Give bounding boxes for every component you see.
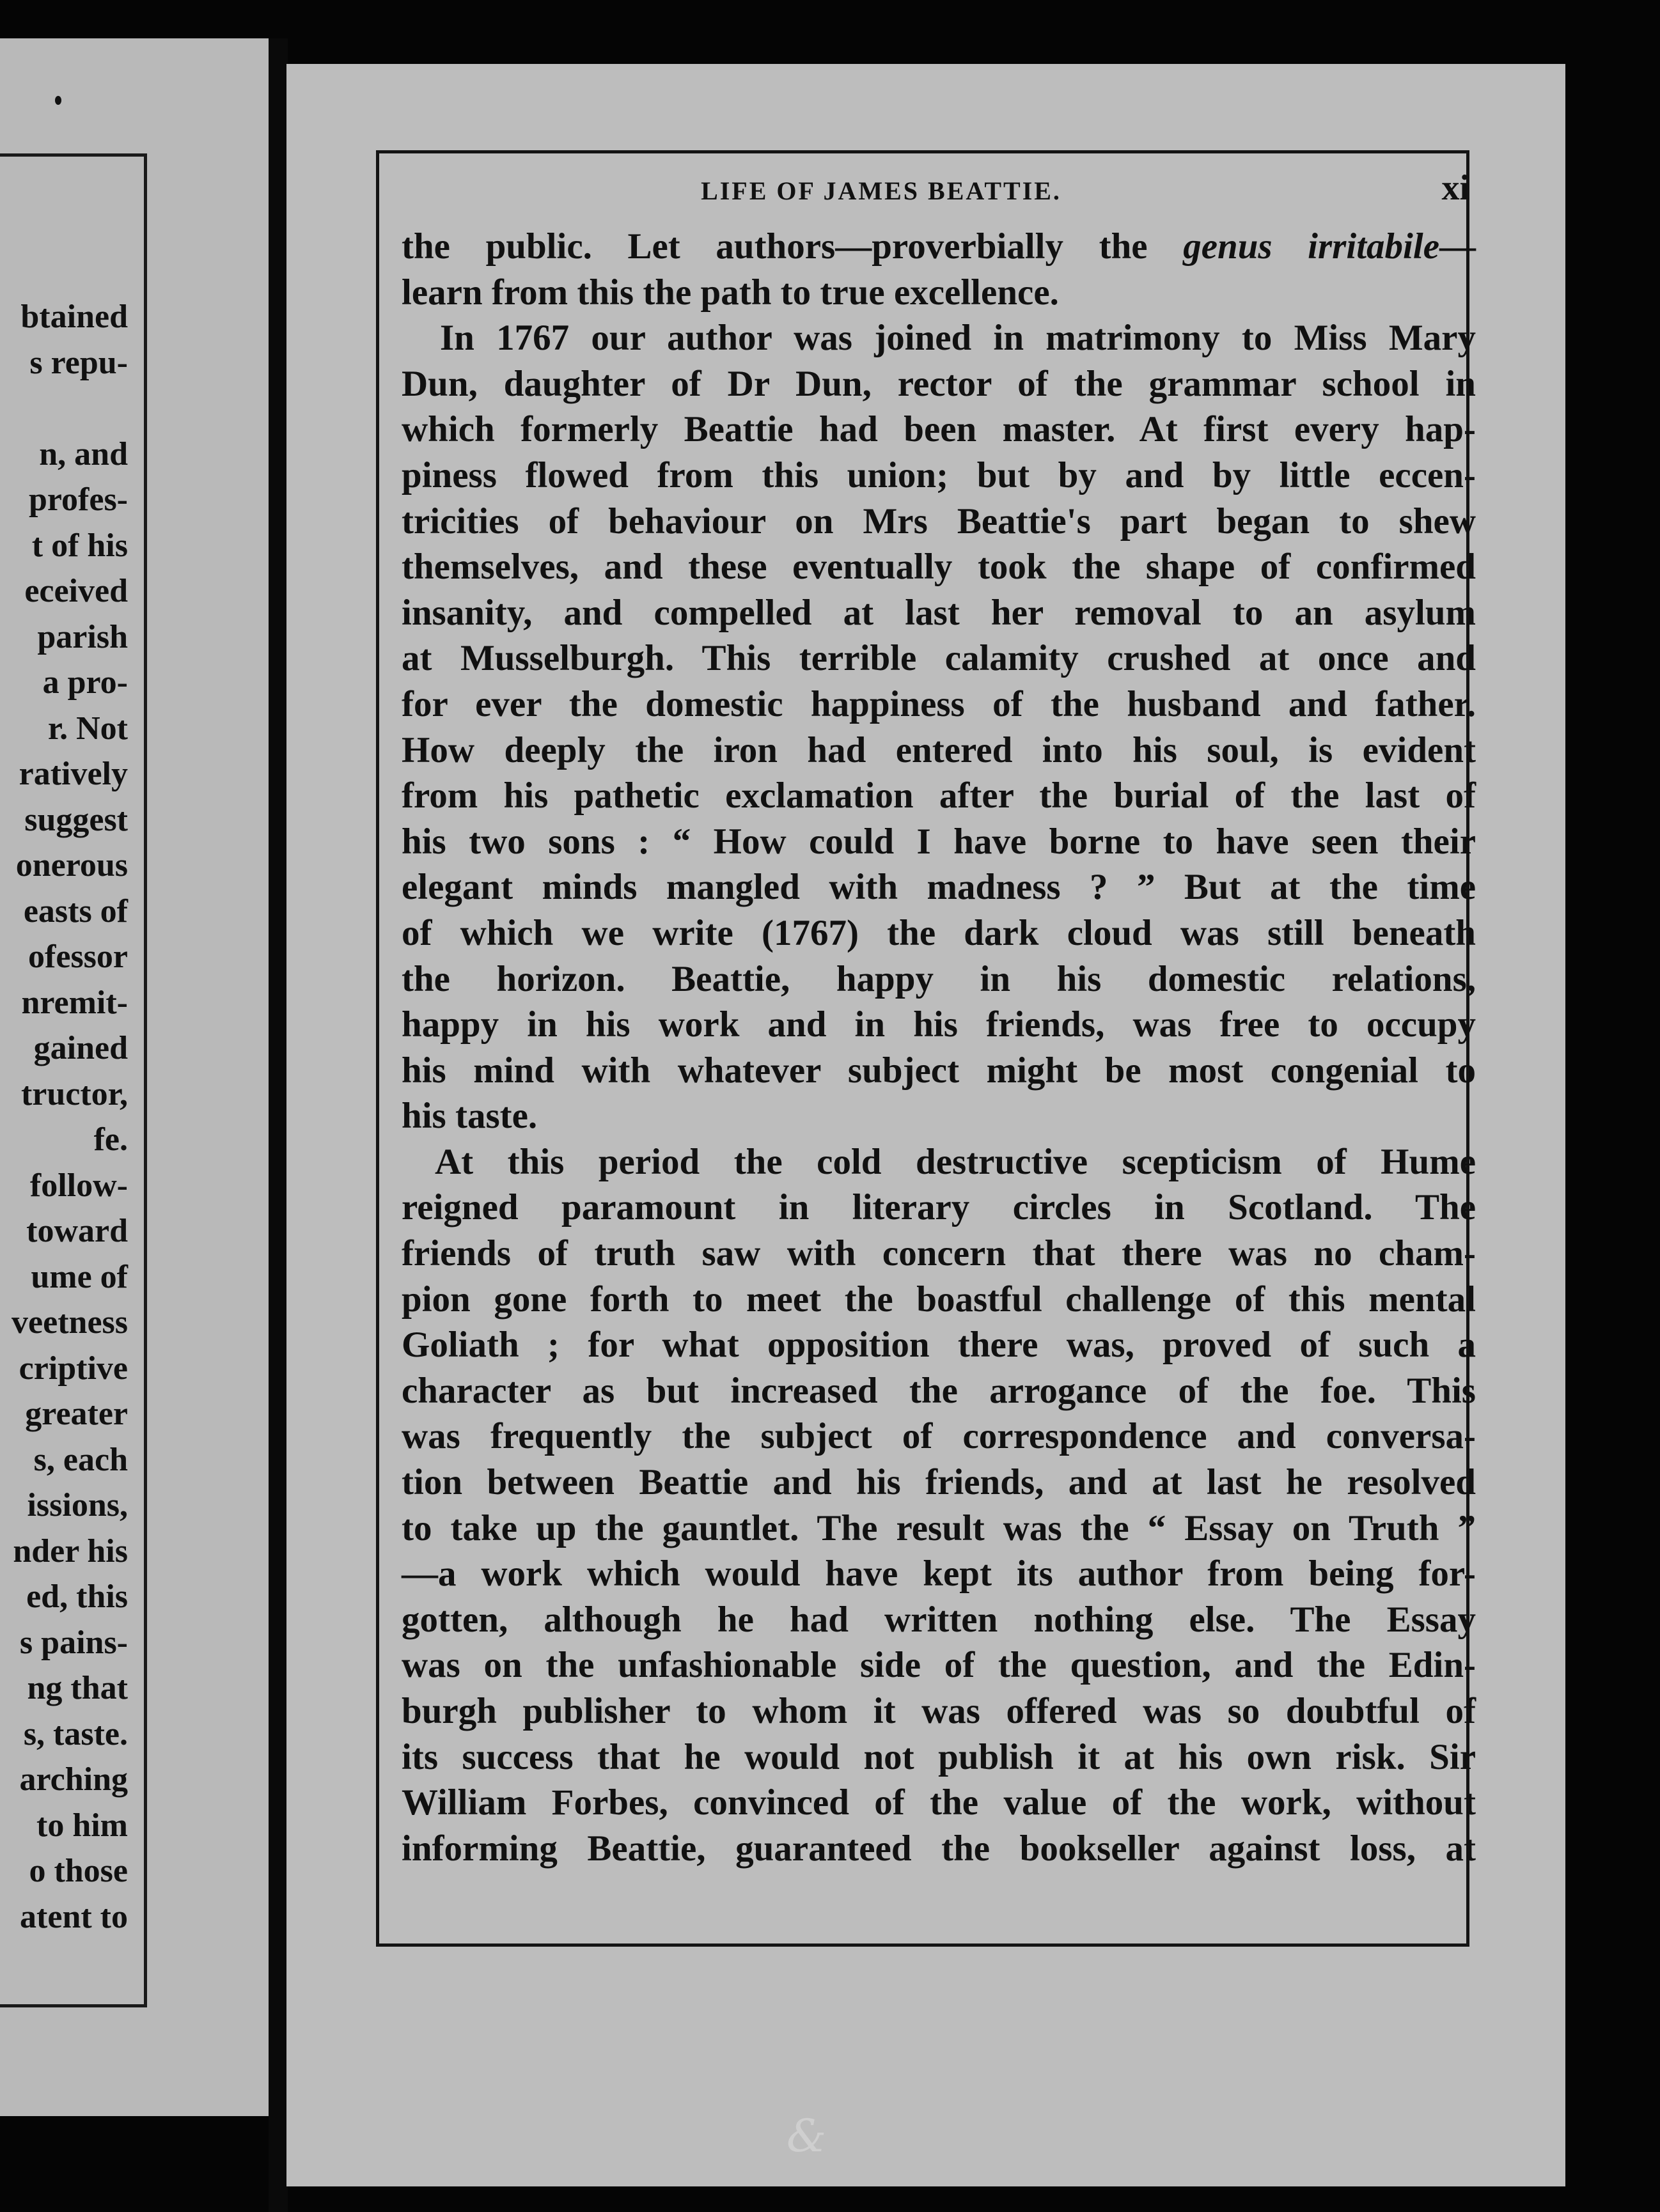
text-line: piness flowed from this union; but by and by little eccen- (402, 455, 1476, 495)
fragment-line: gained (33, 1030, 128, 1066)
fragment-line: nder his (13, 1532, 128, 1569)
fragment-line: s pains- (19, 1624, 128, 1661)
text-line: character as but increased the arrogance of the foe. This (402, 1370, 1476, 1411)
fragment-line: easts of (23, 892, 128, 930)
text-line: burgh publisher to whom it was offered was so doubtful of (402, 1691, 1476, 1731)
fragment-line: eceived (24, 573, 128, 609)
text-line: his taste. (402, 1096, 538, 1137)
running-head: LIFE OF JAMES BEATTIE. (701, 176, 1061, 205)
fragment-line: fe. (93, 1121, 128, 1158)
fragment-line: s, taste. (23, 1715, 128, 1752)
fragment-line: s repu- (29, 344, 128, 381)
text-line: gotten, although he had written nothing else. The Essay (402, 1599, 1476, 1640)
fragment-line: greater (25, 1396, 128, 1432)
fragment-line: tructor, (20, 1075, 128, 1112)
fragment-line: parish (37, 618, 128, 655)
text-line: happy in his work and in his friends, was free to occupy (402, 1004, 1476, 1045)
text-line: his two sons : “ How could I have borne to have seen their (402, 821, 1476, 862)
text-line: friends of truth saw with concern that there was no cham- (402, 1233, 1476, 1274)
fragment-line: veetness (12, 1304, 128, 1341)
text-line: pion gone forth to meet the boastful challenge of this mental (402, 1279, 1476, 1320)
fragment-line: btained (20, 299, 128, 335)
book-gutter (269, 38, 288, 2212)
fragment-line: t of his (31, 527, 128, 564)
text-line: of which we write (1767) the dark cloud was still beneath (402, 912, 1476, 953)
fragment-line: r. Not (47, 710, 128, 747)
fragment-line: profes- (28, 481, 128, 518)
text-line: at Musselburgh. This terrible calamity crushed at once and (402, 638, 1476, 679)
text-line: the horizon. Beattie, happy in his domestic relations, (402, 958, 1476, 999)
text-line: his mind with whatever subject might be most congenial to (402, 1050, 1476, 1091)
text-line: themselves, and these eventually took the shape of confirmed (402, 547, 1476, 588)
body-text (402, 224, 1476, 1871)
text-line: for ever the domestic happiness of the husband and father. (402, 683, 1476, 724)
previous-page-text (0, 294, 128, 1940)
fragment-line: suggest (24, 801, 128, 838)
text-line: —a work which would have kept its author from being for- (402, 1554, 1476, 1594)
fragment-line: ed, this (26, 1578, 128, 1615)
previous-page-fragment (0, 38, 269, 2116)
text-line: learn from this the path to true excellence. (402, 272, 1059, 313)
fragment-line: onerous (15, 847, 128, 884)
text-line: Dun, daughter of Dr Dun, rector of the grammar school in (402, 363, 1476, 404)
text-line: was on the unfashionable side of the question, and the Edin- (402, 1645, 1476, 1686)
text-line: William Forbes, convinced of the value of the work, without (402, 1782, 1476, 1823)
fragment-line: toward (26, 1213, 128, 1249)
fragment-line: n, and (39, 435, 128, 472)
text-line: was frequently the subject of correspondence and conversa- (402, 1416, 1476, 1457)
text-line: At this period the cold destructive scepticism of Hume (435, 1141, 1476, 1182)
fragment-line: issions, (27, 1487, 128, 1523)
text-line: from his pathetic exclamation after the burial of the last of (402, 775, 1476, 816)
book-page (286, 64, 1565, 2186)
fragment-line: ofessor (28, 939, 128, 975)
text-line: tricities of behaviour on Mrs Beattie's part began to shew (402, 501, 1476, 541)
text-line: elegant minds mangled with madness ? ” But at the time (402, 867, 1476, 908)
text-line: How deeply the iron had entered into his soul, is evident (402, 729, 1476, 770)
text-line: which formerly Beattie had been master. At first every hap- (402, 409, 1476, 450)
fragment-line: ume of (31, 1258, 128, 1295)
text-line: In 1767 our author was joined in matrimony to Miss Mary (440, 318, 1476, 359)
text-line: Goliath ; for what opposition there was, proved of such a (402, 1325, 1476, 1366)
fragment-line: ratively (19, 756, 128, 792)
fragment-line: nremit- (21, 984, 128, 1021)
fragment-line: s, each (33, 1441, 128, 1478)
fragment-line: criptive (19, 1350, 128, 1387)
ink-speck (55, 96, 61, 105)
fragment-line: arching (19, 1761, 128, 1798)
text-line: informing Beattie, guaranteed the bookseller against loss, at (402, 1828, 1476, 1869)
fragment-line: o those (29, 1853, 128, 1889)
fragment-line: follow- (29, 1167, 128, 1204)
text-line: insanity, and compelled at last her removal to an asylum (402, 592, 1476, 633)
fragment-line (0, 386, 128, 432)
fragment-line: a pro- (42, 664, 128, 701)
ink-mark: & (787, 2110, 827, 2162)
text-line: its success that he would not publish it at his own risk. Sir (402, 1736, 1476, 1777)
text-line: the public. Let authors—proverbially the genus irritabile— (402, 226, 1476, 267)
text-line: to take up the gauntlet. The result was the “ Essay on Truth ” (402, 1507, 1476, 1548)
text-line: tion between Beattie and his friends, and at last he resolved (402, 1462, 1476, 1503)
page-number: xi (1441, 168, 1469, 208)
text-line: reigned paramount in literary circles in Scotland. The (402, 1187, 1476, 1228)
fragment-line: atent to (20, 1898, 128, 1935)
fragment-line: ng that (27, 1670, 128, 1706)
fragment-line: to him (36, 1807, 128, 1844)
